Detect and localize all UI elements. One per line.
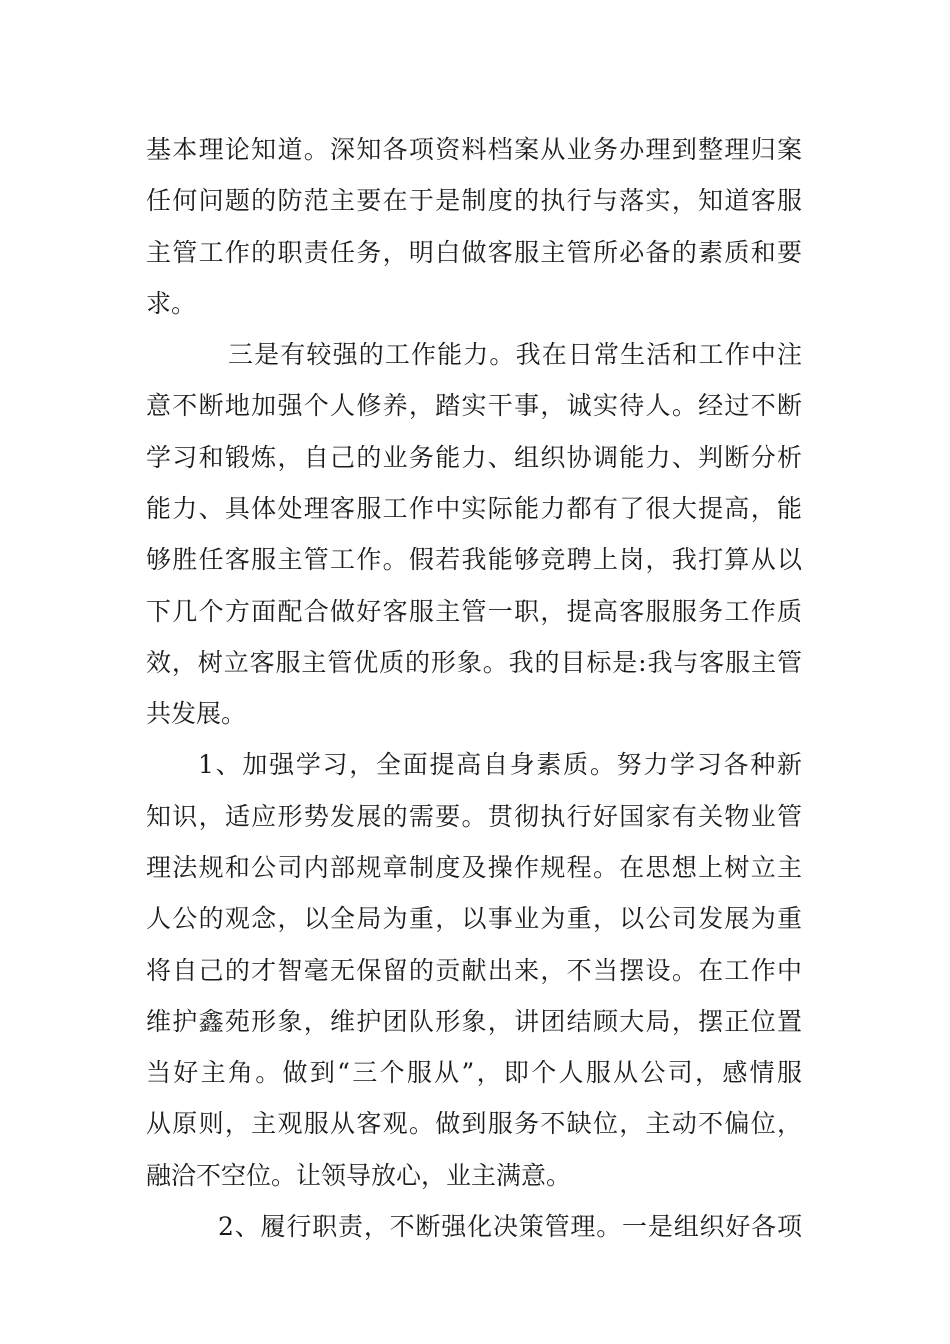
paragraph-line: 将自己的才智毫无保留的贡献出来，不当摆设。在工作中 xyxy=(146,956,802,985)
paragraph-line: 当好主角。做到“三个服从”，即个人服从公司，感情服 xyxy=(146,1058,802,1087)
paragraph-line: 2、履行职责，不断强化决策管理。一是组织好各项 xyxy=(218,1212,802,1241)
paragraph-line: 能力、具体处理客服工作中实际能力都有了很大提高，能 xyxy=(146,494,802,523)
paragraph-line: 从原则，主观服从客观。做到服务不缺位，主动不偏位， xyxy=(146,1109,802,1138)
paragraph-line: 维护鑫苑形象，维护团队形象，讲团结顾大局，摆正位置 xyxy=(146,1007,802,1036)
paragraph-line: 知识，适应形势发展的需要。贯彻执行好国家有关物业管 xyxy=(146,802,802,831)
paragraph-line: 融洽不空位。让领导放心，业主满意。 xyxy=(146,1161,572,1190)
paragraph-line: 学习和锻炼，自己的业务能力、组织协调能力、判断分析 xyxy=(146,443,802,472)
paragraph-line: 共发展。 xyxy=(146,699,247,728)
paragraph-line: 效，树立客服主管优质的形象。我的目标是:我与客服主管 xyxy=(146,648,802,677)
paragraph-line: 基本理论知道。深知各项资料档案从业务办理到整理归案 xyxy=(146,135,802,164)
paragraph-line: 意不断地加强个人修养，踏实干事，诚实待人。经过不断 xyxy=(146,391,802,420)
paragraph-line: 求。 xyxy=(146,289,197,318)
paragraph-line: 任何问题的防范主要在于是制度的执行与落实，知道客服 xyxy=(146,186,802,215)
paragraph-line: 1、加强学习，全面提高自身素质。努力学习各种新 xyxy=(198,750,802,779)
paragraph-line: 理法规和公司内部规章制度及操作规程。在思想上树立主 xyxy=(146,853,802,882)
paragraph-line: 主管工作的职责任务，明白做客服主管所必备的素质和要 xyxy=(146,238,802,267)
paragraph-line: 三是有较强的工作能力。我在日常生活和工作中注 xyxy=(228,340,802,369)
paragraph-line: 下几个方面配合做好客服主管一职，提高客服服务工作质 xyxy=(146,597,802,626)
paragraph-line: 人公的观念，以全局为重，以事业为重，以公司发展为重 xyxy=(146,904,802,933)
paragraph-line: 够胜任客服主管工作。假若我能够竞聘上岗，我打算从以 xyxy=(146,545,802,574)
